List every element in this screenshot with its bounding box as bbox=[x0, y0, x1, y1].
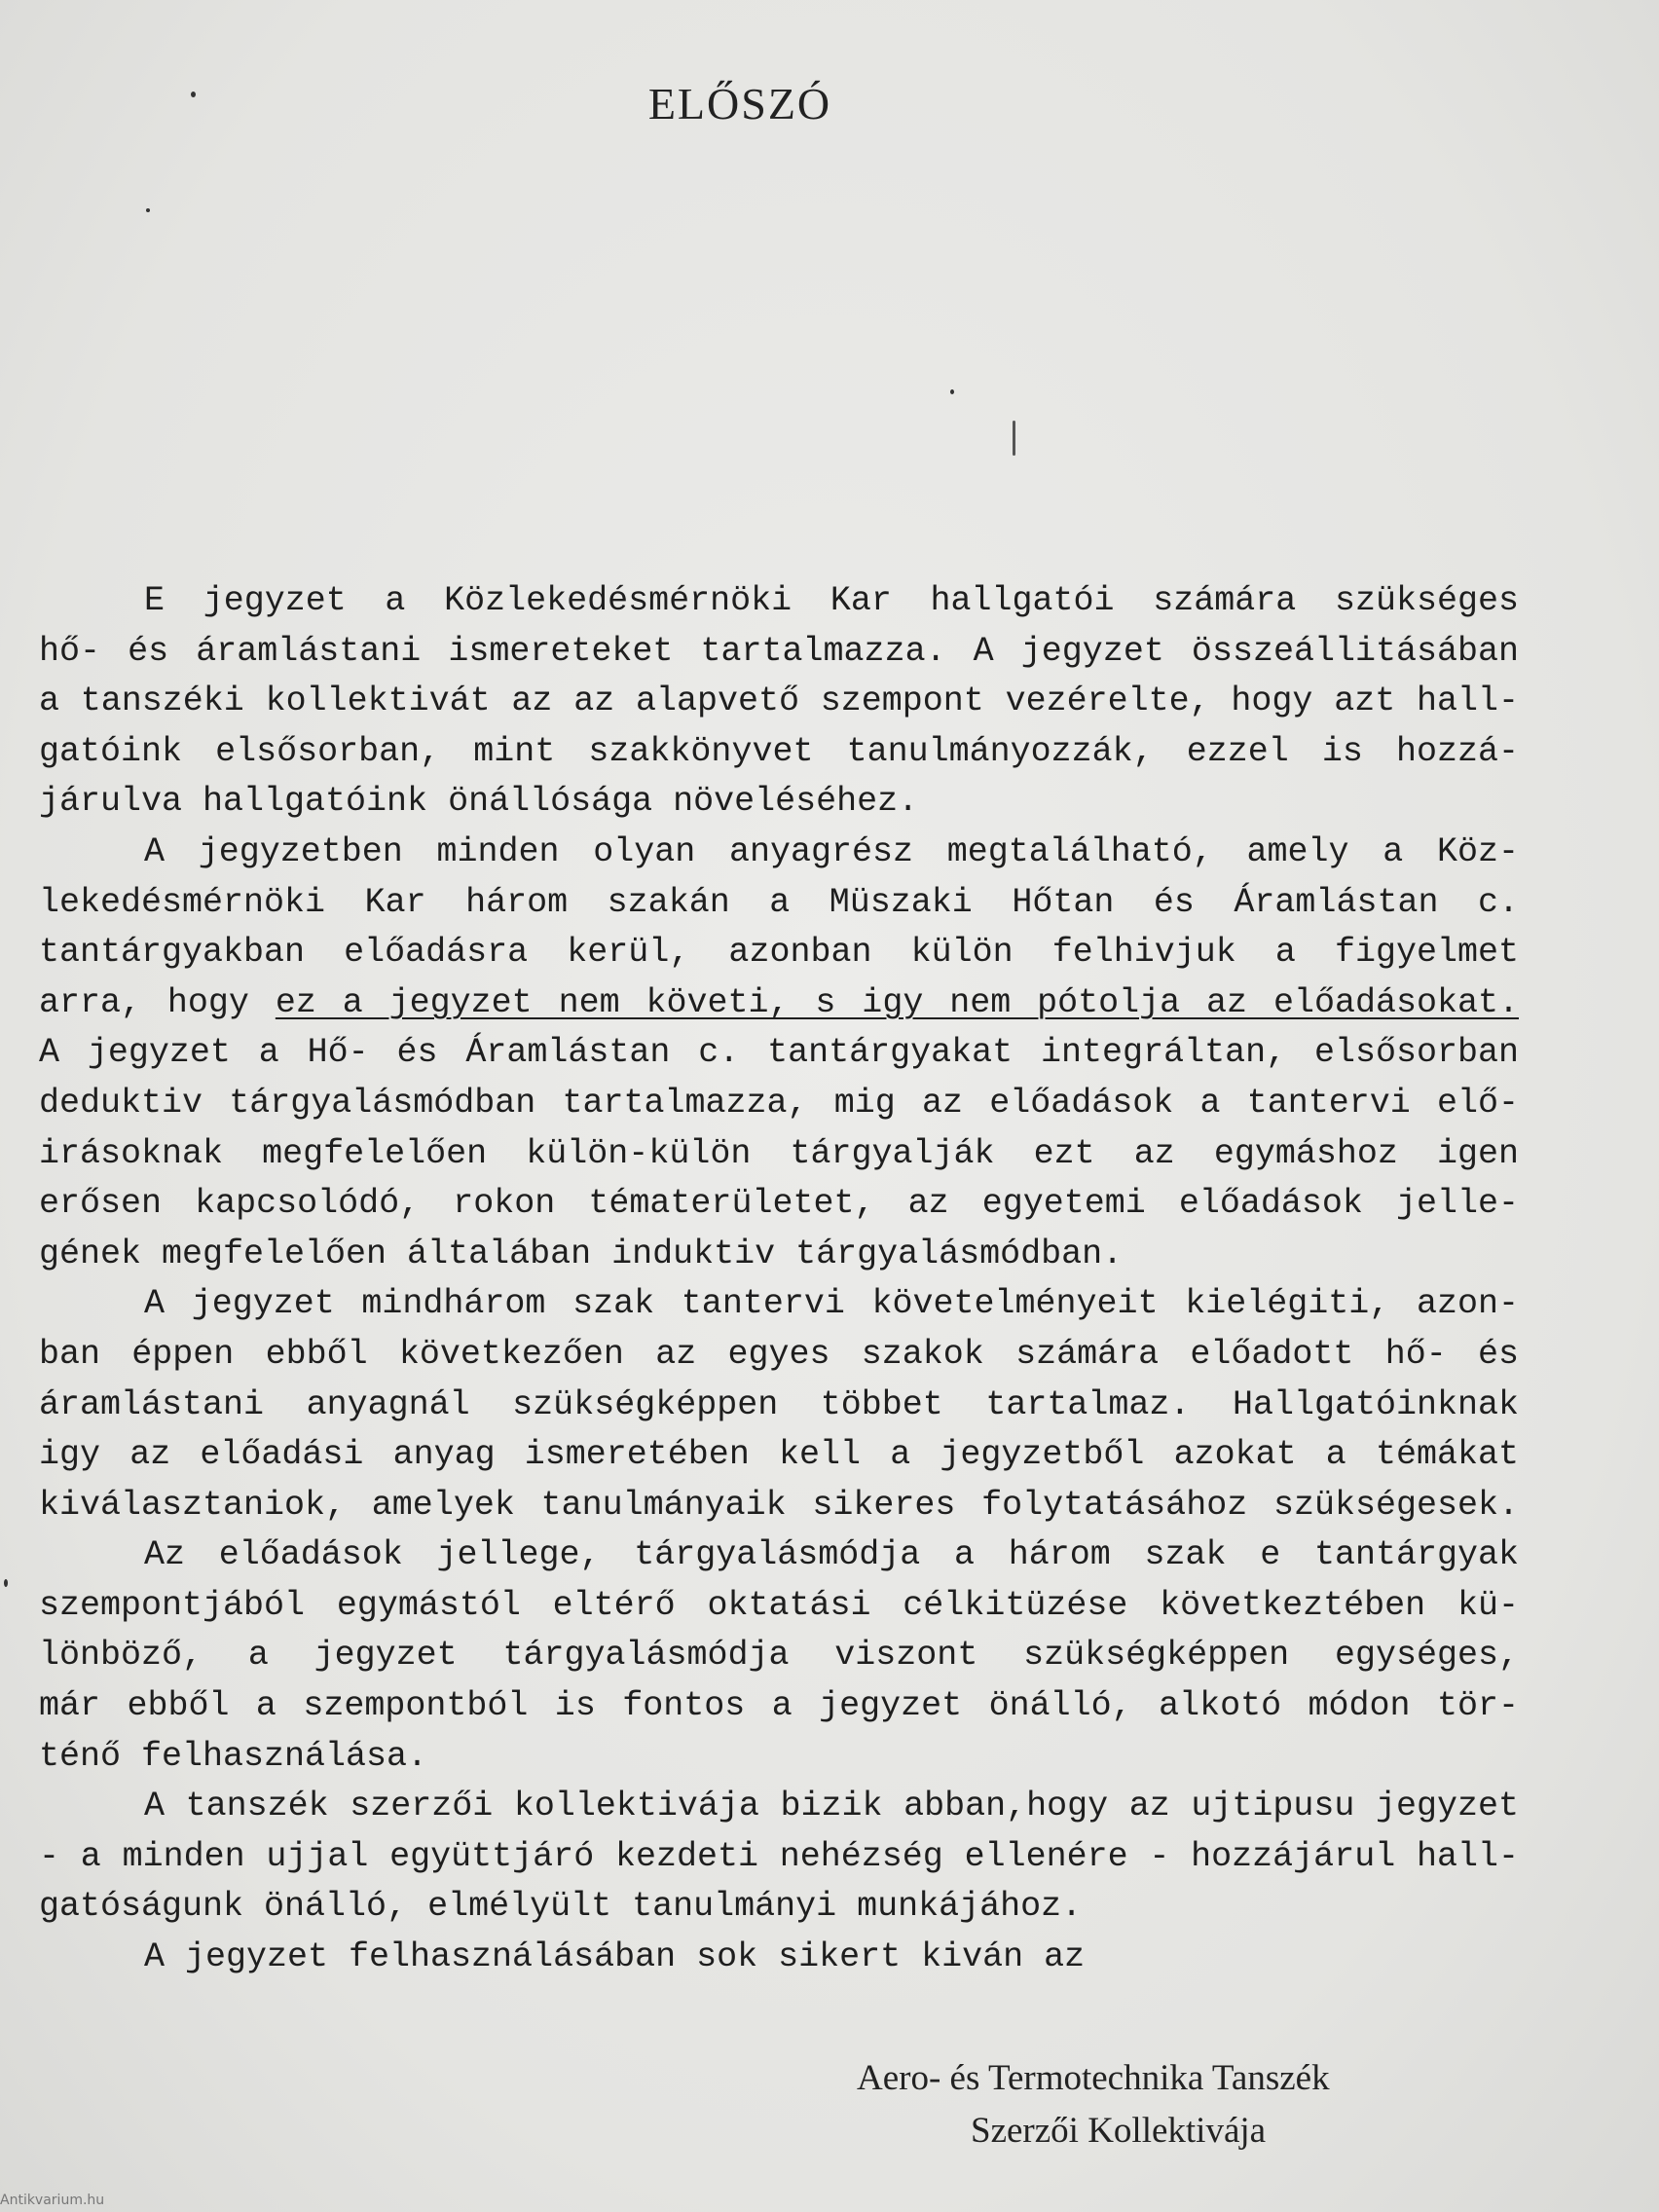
text-line: áramlástani anyagnál szükségképpen többet tartalmaz. Hallgatóinknak bbox=[39, 1384, 1519, 1424]
text-line: A tanszék szerzői kollektivája bizik abban,hogy az ujtipusu jegyzet bbox=[144, 1787, 1519, 1826]
watermark: Antikvarium.hu bbox=[0, 2193, 105, 2208]
text-line: deduktiv tárgyalásmódban tartalmazza, mig az előadások a tantervi elő- bbox=[39, 1083, 1519, 1123]
text-line: járulva hallgatóink önállósága növeléséhez. bbox=[39, 782, 919, 822]
text-line: irásoknak megfelelően külön-külön tárgyalják ezt az egymáshoz igen bbox=[39, 1133, 1519, 1173]
text-line: A jegyzet felhasználásában sok sikert kiván az bbox=[144, 1937, 1086, 1977]
text-line: gatóink elsősorban, mint szakkönyvet tanulmányozzák, ezzel is hozzá- bbox=[39, 731, 1519, 771]
paper-speck bbox=[4, 1579, 8, 1587]
text-line: tantárgyakban előadásra kerül, azonban külön felhivjuk a figyelmet bbox=[39, 933, 1519, 973]
text-line: már ebből a szempontból is fontos a jegyzet önálló, alkotó módon tör- bbox=[39, 1686, 1519, 1726]
text-line: A jegyzetben minden olyan anyagrész megtalálható, amely a Köz- bbox=[144, 831, 1519, 871]
signature-department: Aero- és Termotechnika Tanszék bbox=[857, 2058, 1330, 2098]
underlined-emphasis: ez a jegyzet nem követi, s igy nem pótolja az előadásokat. bbox=[275, 982, 1519, 1022]
text-line: a tanszéki kollektivát az az alapvető szempont vezérelte, hogy azt hall- bbox=[39, 682, 1519, 721]
text-line: szempontjából egymástól eltérő oktatási célkitüzése következtében kü- bbox=[39, 1585, 1519, 1625]
text-line: Az előadások jellege, tárgyalásmódja a három szak e tantárgyak bbox=[144, 1535, 1519, 1575]
text-line: A jegyzet mindhárom szak tantervi követelményeit kielégiti, azon- bbox=[144, 1284, 1519, 1324]
text-line bbox=[39, 978, 1519, 1029]
text-line: hő- és áramlástani ismereteket tartalmazza. A jegyzet összeállitásában bbox=[39, 631, 1519, 671]
text-line: - a minden ujjal együttjáró kezdeti nehézség ellenére - hozzájárul hall- bbox=[39, 1836, 1519, 1876]
text-line: gének megfelelően általában induktiv tárgyalásmódban. bbox=[39, 1234, 1124, 1273]
text-line: erősen kapcsolódó, rokon tématerületet, az egyetemi előadások jelle- bbox=[39, 1184, 1519, 1224]
text-line: E jegyzet a Közlekedésmérnöki Kar hallgatói számára szükséges bbox=[144, 581, 1519, 620]
paper-speck bbox=[146, 208, 150, 212]
signature-collective: Szerzői Kollektivája bbox=[971, 2111, 1267, 2151]
text-line: A jegyzet a Hő- és Áramlástan c. tantárgyakat integráltan, elsősorban bbox=[39, 1033, 1519, 1073]
paper-speck bbox=[191, 92, 196, 97]
preface-body bbox=[39, 576, 1519, 1983]
text-line: igy az előadási anyag ismeretében kell a jegyzetből azokat a témákat bbox=[39, 1435, 1519, 1475]
paper-speck bbox=[950, 389, 954, 394]
text-line: lönböző, a jegyzet tárgyalásmódja viszont szükségképpen egységes, bbox=[39, 1636, 1519, 1676]
signature-block bbox=[857, 2052, 1330, 2157]
text-line: ban éppen ebből következően az egyes szakok számára előadott hő- és bbox=[39, 1334, 1519, 1374]
paper-speck bbox=[1013, 421, 1015, 456]
text-line-lead: arra, hogy bbox=[39, 982, 276, 1022]
text-line: gatóságunk önálló, elmélyült tanulmányi munkájához. bbox=[39, 1887, 1083, 1927]
text-line: ténő felhasználása. bbox=[39, 1736, 428, 1776]
text-line: kiválasztaniok, amelyek tanulmányaik sikeres folytatásához szükségesek. bbox=[39, 1485, 1519, 1525]
page-title: ELŐSZÓ bbox=[647, 79, 832, 129]
text-line: lekedésmérnöki Kar három szakán a Müszaki Hőtan és Áramlástan c. bbox=[39, 882, 1519, 922]
